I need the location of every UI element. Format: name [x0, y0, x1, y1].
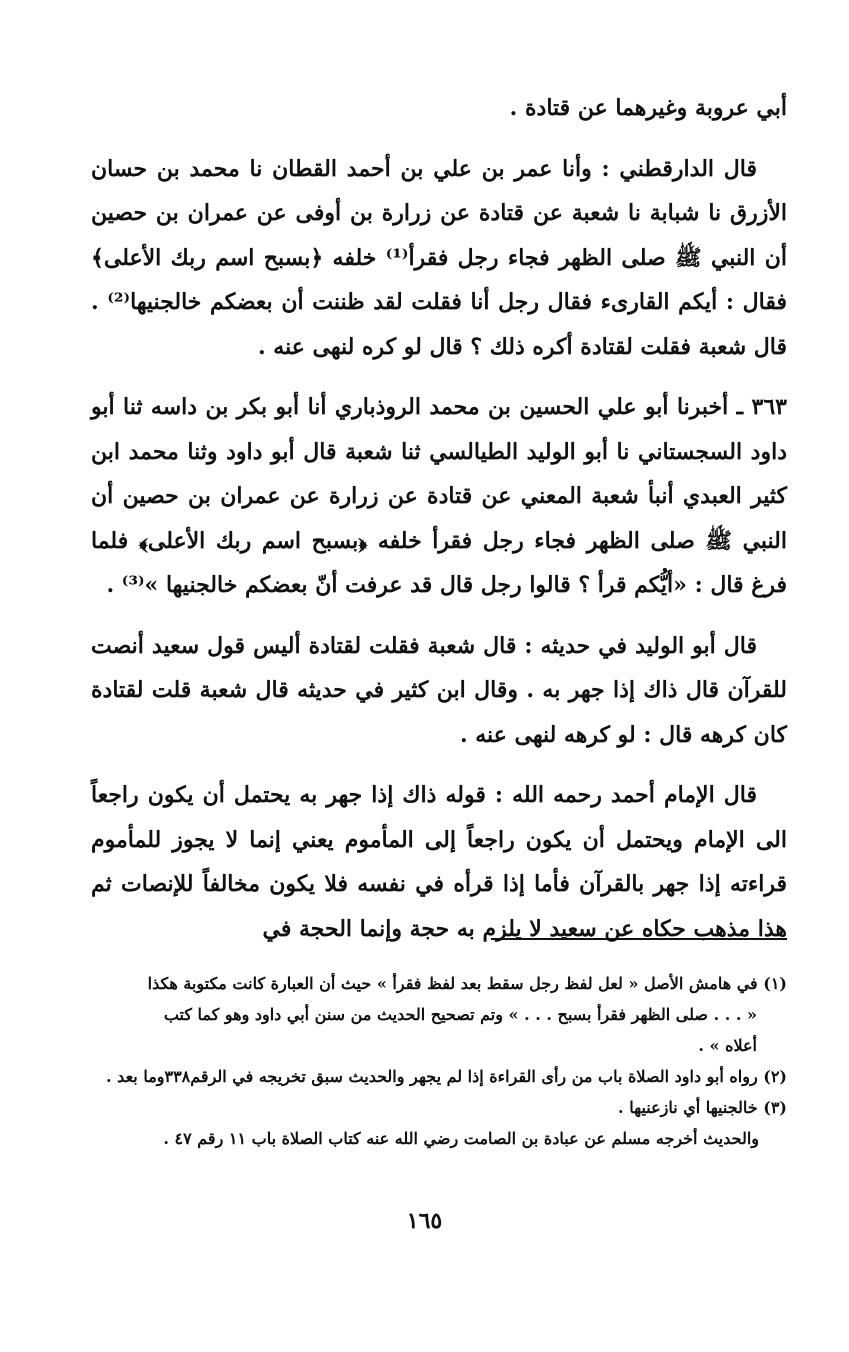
footnote-1-line-1: (١) في هامش الأصل « لعل لفظ رجل سقط بعد لفظ فقرأ » حيث أن العبارة كانت مكتوبة هكذا — [147, 974, 787, 993]
footnote-divider — [491, 938, 787, 940]
footnote-1-line-2: « . . . صلى الظهر فقرأ بسبح . . . » وتم تصحيح الحديث من سنن أبي داود وهو كما كتب — [163, 1005, 757, 1024]
page-number: ١٦٥ — [406, 1208, 443, 1234]
paragraph-daraqutni: قال الدارقطني : وأنا عمر بن علي بن أحمد القطان نا محمد بن حسان الأزرق نا شبابة نا شعبة عن قتادة عن زرارة بن أوفى عن عمران بن حصين أن النبي ﷺ صلى الظهر فجاء رجل فقرأ⁽¹⁾ خلفه ﴿بسبح اسم ربك الأعلى﴾ فقال : أيكم القارىء فقال رجل أنا فقلت لقد ظننت أن بعضكم خالجنيها⁽²⁾ . قال شعبة فقلت لقتادة أكره ذلك ؟ قال لو كره لنهى عنه . — [91, 155, 787, 360]
paragraph-hadith-363: ٣٦٣ ـ أخبرنا أبو علي الحسين بن محمد الروذباري أنا أبو بكر بن داسه ثنا أبو داود السجستاني نا أبو الوليد الطيالسي ثنا شعبة قال أبو داود وثنا محمد ابن كثير العبدي أنبأ شعبة المعني عن قتادة عن زرارة عن عمران بن حصين أن النبي ﷺ صلى الظهر فجاء رجل فقرأ خلفه ﴿بسبح اسم ربك الأعلى﴾ فلما فرغ قال : «أيُّكم قرأ ؟ قالوا رجل قال قد عرفت أنّ بعضكم خالجنيها »⁽³⁾ . — [91, 394, 787, 598]
main-text — [91, 86, 787, 951]
footnotes — [77, 968, 787, 1154]
footnote-1-line-3: أعلاه » . — [698, 1036, 757, 1055]
paragraph-continuation: أبي عروبة وغيرهما عن قتادة . — [509, 95, 787, 121]
footnote-2: (٢) رواه أبو داود الصلاة باب من رأى القراءة إذا لم يجهر والحديث سبق تخريجه في الرقم٣٣٨وما بعد . — [106, 1067, 787, 1086]
paragraph-imam-ahmad: قال الإمام أحمد رحمه الله : قوله ذاك إذا جهر به يحتمل أن يكون راجعاً الى الإمام ويحتمل أن يكون راجعاً إلى المأموم يعني إنما لا يجوز للمأموم قراءته إذا جهر بالقرآن فأما إذا قرأه في نفسه فلا يكون مخالفاً للإنصات ثم هذا مذهب حكاه عن سعيد لا يلزم به حجة وإنما الحجة في — [91, 782, 787, 942]
footnote-3-extra: والحديث أخرجه مسلم عن عبادة بن الصامت رضي الله عنه كتاب الصلاة باب ١١ رقم ٤٧ . — [163, 1129, 759, 1148]
paragraph-abu-al-walid: قال أبو الوليد في حديثه : قال شعبة فقلت لقتادة أليس قول سعيد أنصت للقرآن قال ذاك إذا جهر به . وقال ابن كثير في حديثه قال شعبة قلت لقتادة كان كرهه قال : لو كرهه لنهى عنه . — [91, 632, 787, 748]
footnote-3: (٣) خالجنيها أي نازعنيها . — [618, 1098, 787, 1117]
